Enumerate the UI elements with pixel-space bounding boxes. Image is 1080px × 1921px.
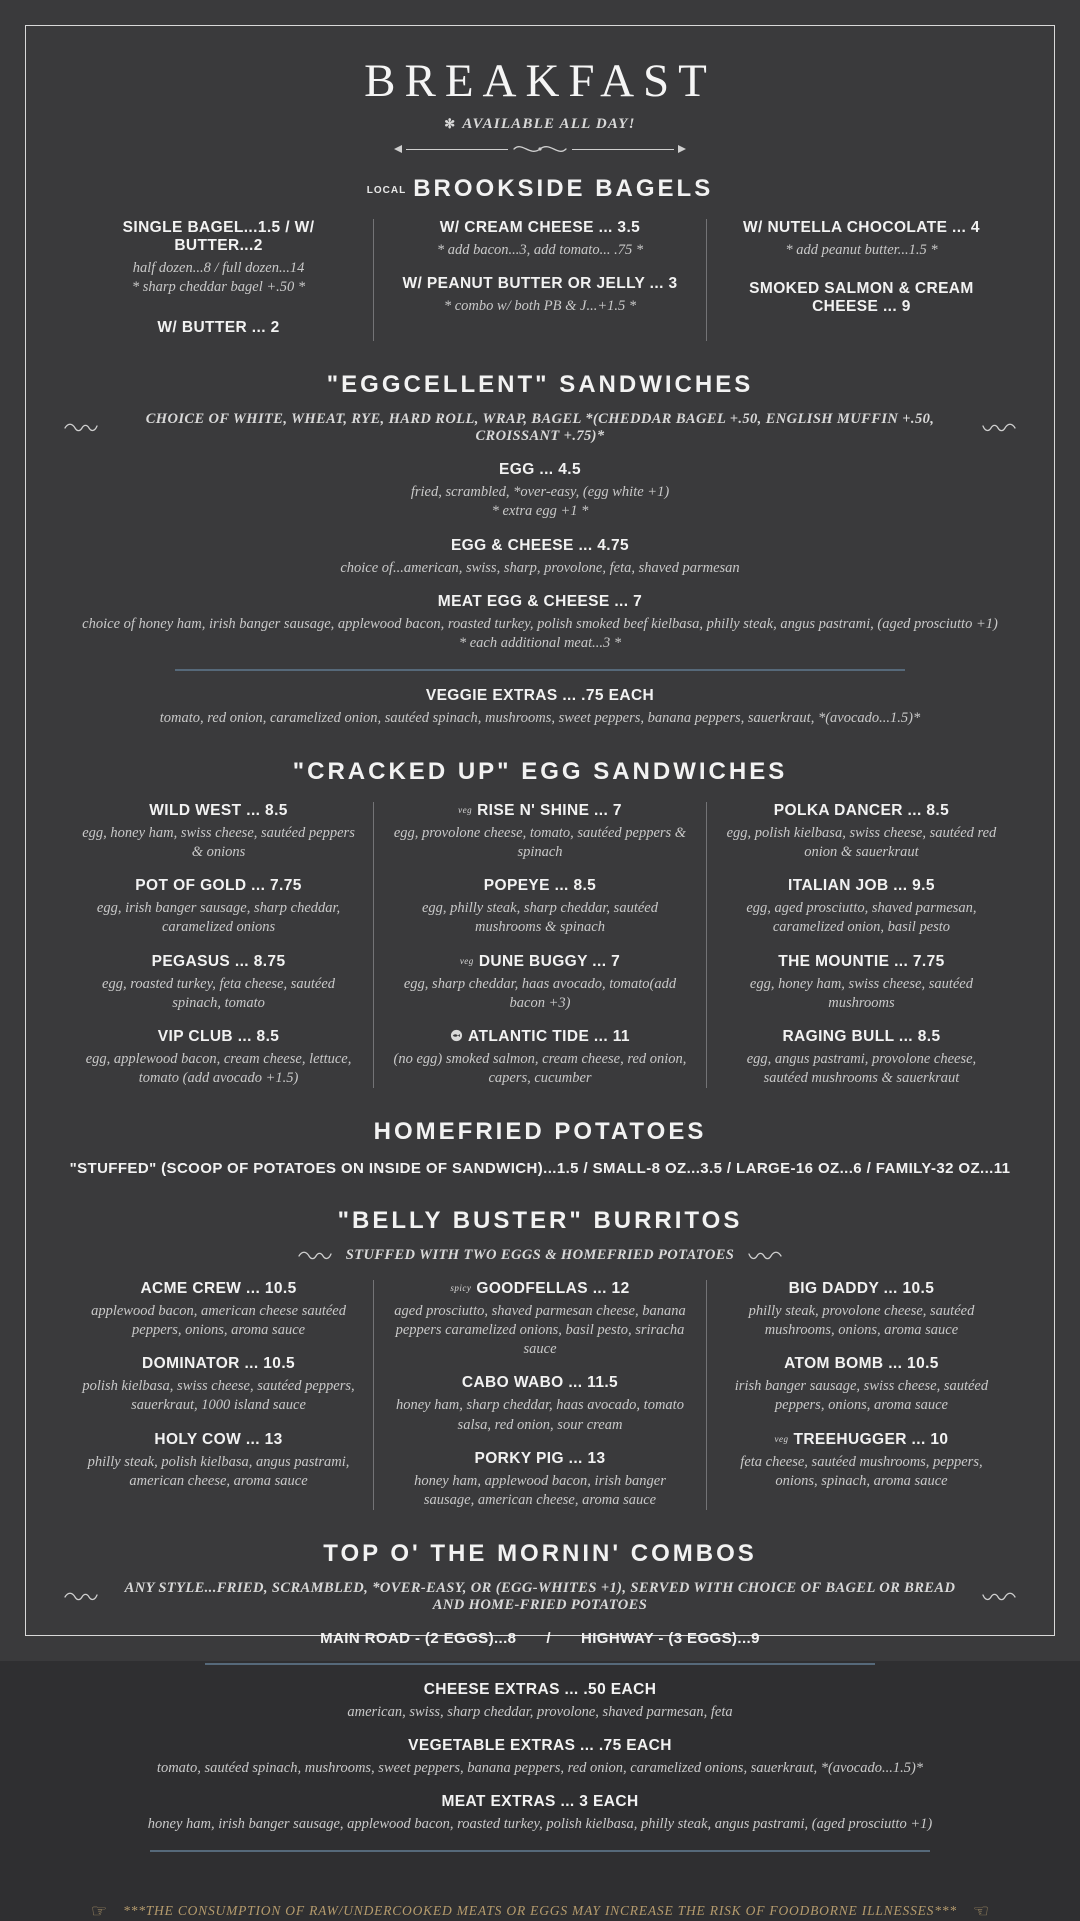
bagels-column-left — [64, 219, 373, 341]
item-description: applewood bacon, american cheese sautéed peppers, onions, aroma sauce — [91, 1303, 346, 1339]
menu-item — [80, 953, 357, 1013]
item-description: philly steak, provolone cheese, sautéed mushrooms, onions, aroma sauce — [748, 1303, 975, 1339]
item-description: honey ham, applewood bacon, irish banger sausage, american cheese, aroma sauce — [414, 1472, 666, 1508]
menu-item — [390, 953, 690, 1013]
menu-item — [390, 1280, 690, 1359]
item-name — [390, 802, 690, 820]
item-description: aged prosciutto, shaved parmesan cheese, banana peppers caramelized onions, basil pesto, sriracha sauce — [394, 1303, 686, 1358]
bagels-columns — [64, 219, 1016, 341]
menu-item-vegetable-extras — [64, 1737, 1016, 1778]
note-text: CHOICE OF WHITE, WHEAT, RYE, HARD ROLL, WRAP, BAGEL *(CHEDDAR BAGEL +.50, ENGLISH MUFFIN +.50, CROISSANT +.75)* — [145, 411, 935, 445]
item-name: PORKY PIG ... 13 — [474, 1449, 606, 1467]
item-name — [390, 953, 690, 971]
item-name: ITALIAN JOB ... 9.5 — [788, 877, 935, 895]
veggie-badge: veg — [458, 805, 473, 815]
footer-disclaimer — [64, 1902, 1016, 1920]
menu-border-frame — [25, 25, 1055, 1921]
menu-item — [80, 319, 357, 337]
item-description: egg, honey ham, swiss cheese, sautéed mushrooms — [749, 975, 973, 1011]
right-arrowhead-icon — [678, 145, 686, 153]
item-description: egg, roasted turkey, feta cheese, sautéed spinach, tomato — [102, 975, 336, 1011]
menu-item-cheese-extras — [64, 1681, 1016, 1722]
flourish-icon — [982, 1591, 1016, 1603]
menu-item — [80, 877, 357, 937]
item-description: polish kielbasa, swiss cheese, sautéed peppers, sauerkraut, 1000 island sauce — [82, 1378, 355, 1414]
fish-icon — [450, 1029, 463, 1042]
burritos-column-left — [64, 1280, 373, 1510]
item-description: egg, provolone cheese, tomato, sautéed peppers & spinach — [393, 825, 687, 861]
item-name: BIG DADDY ... 10.5 — [788, 1280, 935, 1297]
menu-item-veggie-extras — [64, 687, 1016, 728]
item-name: VEGETABLE EXTRAS ... .75 EACH — [408, 1737, 672, 1754]
section-title: "BELLY BUSTER" BURRITOS — [337, 1207, 743, 1234]
item-name: THE MOUNTIE ... 7.75 — [778, 952, 945, 970]
note-text: ANY STYLE...FRIED, SCRAMBLED, *OVER-EASY, OR (EGG-WHITES +1), SERVED WITH CHOICE OF BAGEL OR BREAD AND HOME-FRIED POTATOES — [124, 1579, 956, 1613]
item-name-text: RISE N' SHINE ... 7 — [477, 802, 622, 819]
item-note: * each additional meat...3 * — [458, 634, 622, 651]
ornamental-divider — [394, 143, 686, 155]
section-note — [64, 1580, 1016, 1614]
menu-item — [723, 1431, 1000, 1491]
menu-item — [390, 1450, 690, 1510]
item-name: WILD WEST ... 8.5 — [149, 802, 288, 819]
cracked-column-middle — [373, 802, 707, 1088]
item-name: EGG & CHEESE ... 4.75 — [450, 536, 630, 554]
item-name: RAGING BULL ... 8.5 — [782, 1027, 941, 1045]
item-description: egg, irish banger sausage, sharp cheddar, caramelized onions — [96, 900, 341, 936]
item-name: ATOM BOMB ... 10.5 — [784, 1355, 939, 1373]
item-description: egg, applewood bacon, cream cheese, lettuce, tomato (add avocado +1.5) — [85, 1050, 352, 1086]
menu-item — [80, 802, 357, 862]
flourish-icon — [982, 422, 1016, 434]
section-title: HOMEFRIED POTATOES — [373, 1118, 707, 1145]
spicy-badge: spicy — [450, 1283, 472, 1293]
flourish-icon — [298, 1250, 332, 1262]
combo-separator: / — [546, 1629, 551, 1647]
item-name — [390, 1028, 690, 1046]
section-rule — [150, 1850, 930, 1852]
menu-item — [80, 1431, 357, 1491]
menu-item — [80, 1280, 357, 1340]
item-name: CHEESE EXTRAS ... .50 EACH — [423, 1680, 657, 1698]
item-name: ACME CREW ... 10.5 — [140, 1280, 297, 1297]
section-cracked-up-egg-sandwiches — [64, 758, 1016, 1088]
item-name-text: GOODFELLAS ... 12 — [476, 1280, 630, 1297]
item-name — [390, 1280, 690, 1298]
section-title: "CRACKED UP" EGG SANDWICHES — [292, 758, 788, 785]
item-description: honey ham, irish banger sausage, applewood bacon, roasted turkey, polish kielbasa, philly steak, angus pastrami, (aged prosciutto +1) — [147, 1816, 933, 1833]
item-description: egg, polish kielbasa, swiss cheese, sautéed red onion & sauerkraut — [726, 825, 997, 861]
local-tag: LOCAL — [366, 185, 407, 196]
scroll-ornament-icon — [512, 143, 568, 155]
menu-item — [723, 953, 1000, 1013]
item-description: choice of...american, swiss, sharp, provolone, feta, shaved parmesan — [340, 559, 740, 576]
section-rule — [175, 669, 905, 671]
section-belly-buster-burritos — [64, 1207, 1016, 1510]
disclaimer-text: ***THE CONSUMPTION OF RAW/UNDERCOOKED MEATS OR EGGS MAY INCREASE THE RISK OF FOODBORNE ILLNESSES*** — [123, 1903, 957, 1919]
veggie-badge: veg — [774, 1433, 789, 1444]
menu-item — [390, 802, 690, 862]
item-name: HOLY COW ... 13 — [154, 1430, 283, 1448]
flourish-icon — [64, 422, 98, 434]
item-name: W/ CREAM CHEESE ... 3.5 — [439, 219, 641, 236]
section-brookside-bagels — [64, 175, 1016, 341]
cracked-columns — [64, 802, 1016, 1088]
page-title: BREAKFAST — [364, 55, 716, 107]
note-text: STUFFED WITH TWO EGGS & HOMEFRIED POTATOES — [345, 1247, 735, 1263]
item-name: SINGLE BAGEL...1.5 / W/ BUTTER...2 — [122, 219, 315, 254]
item-description: tomato, sautéed spinach, mushrooms, sweet peppers, banana peppers, red onion, caramelized onions, sauerkraut, *(avocado...1.5)* — [156, 1760, 924, 1776]
pointing-hand-left-icon: ☜ — [972, 1901, 990, 1921]
item-description: egg, angus pastrami, provolone cheese, sautéed mushrooms & sauerkraut — [746, 1050, 977, 1086]
menu-item — [64, 537, 1016, 578]
item-name: W/ PEANUT BUTTER OR JELLY ... 3 — [402, 275, 678, 293]
homefried-sizes-line: "STUFFED" (SCOOP OF POTATOES ON INSIDE OF SANDWICH)...1.5 / SMALL-8 OZ...3.5 / LARGE-16 OZ...6 / FAMILY-32 OZ...11 — [69, 1160, 1011, 1177]
item-note: * extra egg +1 * — [491, 503, 589, 520]
item-name — [723, 1431, 1000, 1449]
section-title: TOP O' THE MORNIN' COMBOS — [323, 1539, 757, 1567]
item-description: feta cheese, sautéed mushrooms, peppers, onions, spinach, aroma sauce — [740, 1453, 983, 1489]
flourish-icon — [748, 1250, 782, 1262]
menu-item — [723, 802, 1000, 862]
item-description: tomato, red onion, caramelized onion, sautéed spinach, mushrooms, sweet peppers, banana peppers, sauerkraut, *(avocado...1.5)* — [159, 709, 921, 726]
bagels-column-right — [707, 219, 1016, 341]
item-name: W/ BUTTER ... 2 — [157, 319, 280, 337]
cracked-column-right — [707, 802, 1016, 1088]
section-top-o-the-mornin-combos — [64, 1540, 1016, 1852]
menu-item — [723, 219, 1000, 260]
item-name: VIP CLUB ... 8.5 — [157, 1027, 280, 1045]
veggie-badge: veg — [459, 955, 474, 966]
menu-item — [390, 219, 690, 260]
burritos-columns — [64, 1280, 1016, 1510]
item-name: SMOKED SALMON & CREAM CHEESE ... 9 — [749, 280, 974, 316]
cracked-column-left — [64, 802, 373, 1088]
combo-options-line — [64, 1630, 1016, 1647]
item-description: honey ham, sharp cheddar, haas avocado, tomato salsa, red onion, sour cream — [396, 1397, 684, 1433]
menu-item — [80, 1028, 357, 1088]
item-name-text: ATLANTIC TIDE ... 11 — [468, 1027, 630, 1045]
section-title: LOCAL BROOKSIDE BAGELS — [366, 175, 714, 202]
section-rule — [205, 1663, 875, 1665]
item-description: egg, sharp cheddar, haas avocado, tomato(add bacon +3) — [403, 975, 677, 1011]
item-name: PEGASUS ... 8.75 — [151, 952, 286, 970]
availability-note — [64, 116, 1016, 133]
menu-item — [390, 1028, 690, 1088]
availability-text: AVAILABLE ALL DAY! — [462, 116, 636, 132]
item-name: MEAT EXTRAS ... 3 EACH — [441, 1793, 639, 1811]
menu-item — [390, 1374, 690, 1434]
item-name: EGG ... 4.5 — [499, 461, 581, 479]
item-description: half dozen...8 / full dozen...14 — [132, 260, 305, 276]
menu-item — [390, 275, 690, 316]
menu-item — [390, 877, 690, 937]
item-name-text: DUNE BUGGY ... 7 — [478, 952, 621, 970]
item-name: MEAT EGG & CHEESE ... 7 — [437, 592, 643, 610]
item-description: american, swiss, sharp cheddar, provolone, shaved parmesan, feta — [347, 1703, 733, 1720]
section-homefried-potatoes — [64, 1118, 1016, 1177]
menu-item — [64, 593, 1016, 653]
item-description: philly steak, polish kielbasa, angus pastrami, american cheese, aroma sauce — [87, 1453, 350, 1489]
flourish-icon — [64, 1591, 98, 1603]
section-title: "EGGCELLENT" SANDWICHES — [326, 371, 754, 399]
item-name: W/ NUTELLA CHOCOLATE ... 4 — [743, 219, 980, 236]
combo-highway: HIGHWAY - (3 EGGS)...9 — [581, 1629, 760, 1647]
item-description: egg, honey ham, swiss cheese, sautéed peppers & onions — [82, 825, 355, 861]
menu-item — [723, 1355, 1000, 1415]
menu-item — [723, 280, 1000, 316]
burritos-column-middle — [373, 1280, 707, 1510]
item-description: (no egg) smoked salmon, cream cheese, red onion, capers, cucumber — [393, 1050, 687, 1086]
section-note — [64, 411, 1016, 445]
menu-item — [723, 877, 1000, 937]
bagels-column-middle — [373, 219, 707, 341]
menu-item — [64, 461, 1016, 521]
item-description: choice of honey ham, irish banger sausage, applewood bacon, roasted turkey, polish smoked beef kielbasa, philly steak, angus pastrami, (aged prosciutto +1) — [82, 615, 998, 632]
burritos-column-right — [707, 1280, 1016, 1510]
item-name: POPEYE ... 8.5 — [483, 877, 597, 895]
pointing-hand-right-icon: ☞ — [90, 1901, 108, 1921]
item-description: egg, aged prosciutto, shaved parmesan, caramelized onion, basil pesto — [746, 900, 977, 936]
item-name: VEGGIE EXTRAS ... .75 EACH — [425, 686, 655, 704]
item-name: POT OF GOLD ... 7.75 — [135, 877, 302, 895]
menu-item — [723, 1280, 1000, 1340]
item-description: * add bacon...3, add tomato... .75 * — [436, 242, 644, 258]
item-name: DOMINATOR ... 10.5 — [142, 1355, 296, 1373]
menu-item — [80, 1355, 357, 1415]
item-name: POLKA DANCER ... 8.5 — [773, 802, 950, 819]
item-description: * combo w/ both PB & J...+1.5 * — [443, 298, 637, 315]
item-description: fried, scrambled, *over-easy, (egg white +1) — [410, 484, 670, 501]
left-arrowhead-icon — [394, 145, 402, 153]
asterisk-icon: ✻ — [444, 116, 457, 131]
combo-main-road: MAIN ROAD - (2 EGGS)...8 — [320, 1629, 517, 1647]
item-description: egg, philly steak, sharp cheddar, sautéed mushrooms & spinach — [421, 900, 658, 936]
item-description: * add peanut butter...1.5 * — [785, 242, 938, 258]
item-name-text: TREEHUGGER ... 10 — [793, 1430, 949, 1448]
section-note — [64, 1247, 1016, 1264]
menu-item — [723, 1028, 1000, 1088]
menu-item-meat-extras — [64, 1793, 1016, 1834]
item-note: * sharp cheddar bagel +.50 * — [131, 279, 306, 296]
item-name: CABO WABO ... 11.5 — [461, 1374, 619, 1392]
menu-item — [80, 219, 357, 297]
section-eggcellent-sandwiches — [64, 371, 1016, 728]
item-description: irish banger sausage, swiss cheese, sautéed peppers, onions, aroma sauce — [734, 1378, 989, 1414]
